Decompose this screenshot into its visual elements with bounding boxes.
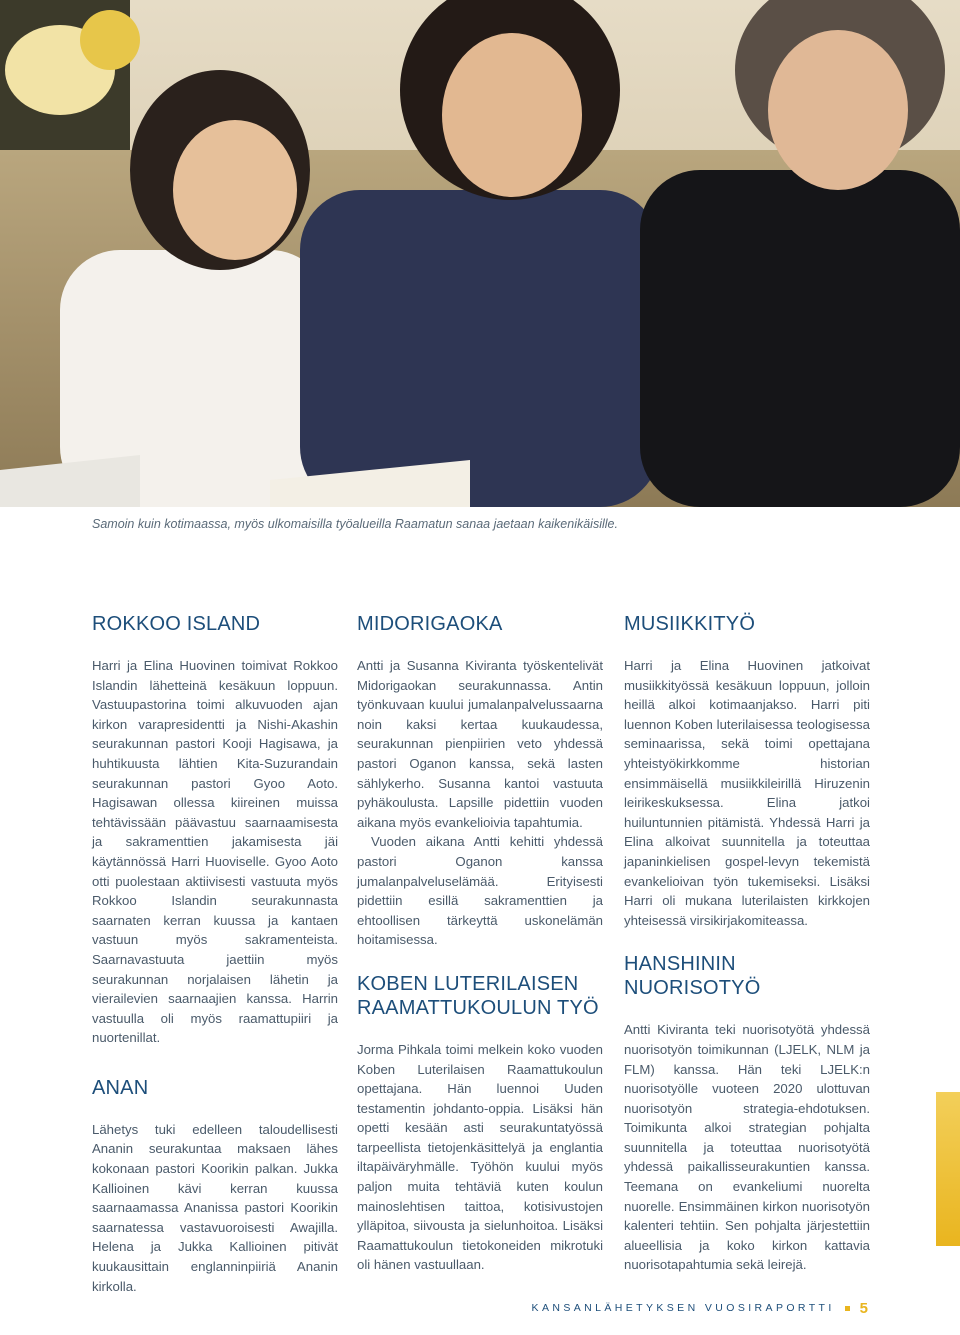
- photo-caption: Samoin kuin kotimaassa, myös ulkomaisilla työalueilla Raamatun sanaa jaetaan kaikenikäisille.: [92, 517, 618, 531]
- footer-publication: KANSANLÄHETYKSEN VUOSIRAPORTTI: [531, 1302, 835, 1314]
- column-right: [624, 612, 870, 1275]
- page-footer: [532, 1300, 868, 1316]
- heading-midorigaoka: MIDORIGAOKA: [357, 613, 503, 635]
- photo-illustration: [0, 0, 960, 507]
- heading-hanshin: HANSHININ NUORISOTYÖ: [624, 953, 761, 1000]
- page-number: 5: [859, 1299, 868, 1317]
- heading-anan: ANAN: [92, 1076, 149, 1099]
- text-hanshin: Antti Kiviranta teki nuorisotyötä yhdessä nuorisotyön toimikunnan (LJELK, NLM ja FLM) kanssa. Hän teki LJELK:n nuorisotyölle vuoteen 2020 ulottuvan nuorisotyön strategia-ehdotuksen. Toimikunta alkoi strategian pohjalta suunnitella ja toteuttaa nuorisotyötä yhdessä paikallisseurakuntien kanssa. Teemana on evankeliumi nuorelta nuorelle. Ensimmäinen kirkon nuorisotyön kalenteri tehtiin. Sen pohjalta järjestettiin alueellisia ja koko kirkon kattavia nuorisotapahtumia sekä leirejä.: [624, 1022, 870, 1273]
- text-midorigaoka-1: Antti ja Susanna Kiviranta työskentelivät Midorigaokan seurakunnassa. Antin työnkuvaan kuului jumalanpalvelussaarna noin kaksi kertaa kuukaudessa, seurakunnan pienpiirien veto yhdessä pastori Oganon kanssa, sekä lasten sählykerho. Susanna kantoi vastuuta pyhäkoulusta. Lapsille pidettiin vuoden aikana myös evankelioivia tapahtumia.: [357, 658, 603, 830]
- column-middle: [357, 612, 603, 1275]
- text-rokkoo-island: Harri ja Elina Huovinen toimivat Rokkoo Islandin lähetteinä kesäkuun loppuun. Vastuupastorina toimi alkuvuoden ajan kirkon varapresidentti ja Nishi-Akashin seurakunnan pastori Kooji Hagisawa, ja huhtikuusta lähtien Kita-Suzurandain seurakunnan pastori Gyoo Aoto. Hagisawan ollessa kiireinen muissa tehtävissään päävastuu saarnaamisesta ja sakramenttien jakamisesta jäi käytännössä Harri Huoviselle. Gyoo Aoto otti puolestaan aktiivisesti vastuuta myös Rokkoo Islandin seurakunnasta saarnaten kerran kuussa ja kantaen vastuun myös sakramenteista. Saarnavastuuta jaettiin myös seurakunnan norjalaisen lähetin ja vierailevien saarnaajien kanssa. Harrin vastuulla oli myös raamattupiiri ja nuortenillat.: [92, 658, 338, 1046]
- cover-photo: [0, 0, 960, 507]
- text-midorigaoka-2: Vuoden aikana Antti kehitti yhdessä pastori Oganon kanssa jumalanpalveluselämää. Erityisesti pidettiin esillä sakramenttien ja ehtoollisen tärkeyttä uskonelämän hoitamisessa.: [357, 834, 603, 948]
- heading-musiikkityo: MUSIIKKITYÖ: [624, 613, 756, 635]
- heading-rokkoo-island: ROKKOO ISLAND: [92, 613, 261, 635]
- footer-separator: [845, 1306, 850, 1311]
- accent-bar: [936, 1092, 960, 1246]
- text-musiikkityo: Harri ja Elina Huovinen jatkoivat musiikkityössä kesäkuun loppuun, jolloin heillä alkoi kotimaanjakso. Harri piti luennon Koben luterilaisessa teologisessa seminaarissa, sekä toimi opettajana yhteistyökirkkomme historian ensimmäisellä musiikkileirillä Hiruzenin leirikeskuksessa. Elina jatkoi huiluntunnien pitämistä. Yhdessä Harri ja Elina alkoivat suunnitella ja toteuttaa japaninkielisen gospel-levyn tekemistä evankelioivan työn tukemiseksi. Lisäksi Harri oli mukana luterilaisten kirkkojen yhteisessä virsikirjakomiteassa.: [624, 658, 870, 928]
- heading-koben: KOBEN LUTERILAISEN RAAMATTUKOULUN TYÖ: [357, 972, 599, 1019]
- column-left: [92, 612, 338, 1296]
- text-anan: Lähetys tuki edelleen taloudellisesti Ananin seurakuntaa maksaen lähes kokonaan pastori Koorikin palkan. Jukka Kallioinen kävi kerran kuussa saarnaamassa Ananissa pastori Koorikin saarnatessa vastavuoroisesti Awajilla. Helena ja Jukka Kallioinen pitivät kuukausittain englanninpiiriä Ananin kirkolla.: [92, 1121, 338, 1294]
- text-koben: Jorma Pihkala toimi melkein koko vuoden Koben Luterilaisen Raamattukoulun opettajana. Hän luennoi Uuden testamentin johdanto-oppia. Lisäksi hän opetti kesään asti seurakuntatyössä tarpeellista tietojenkäsittelyä ja englantia iltapäiväryhmälle. Työhön kuului myös paljon muita tehtäviä kuten koulun mainoslehtisen taittoa, kotisivustojen ylläpitoa, siivousta ja sielunhoitoa. Lisäksi Raamattukoulun tietokoneiden mikrotuki oli hänen vastuullaan.: [357, 1041, 603, 1273]
